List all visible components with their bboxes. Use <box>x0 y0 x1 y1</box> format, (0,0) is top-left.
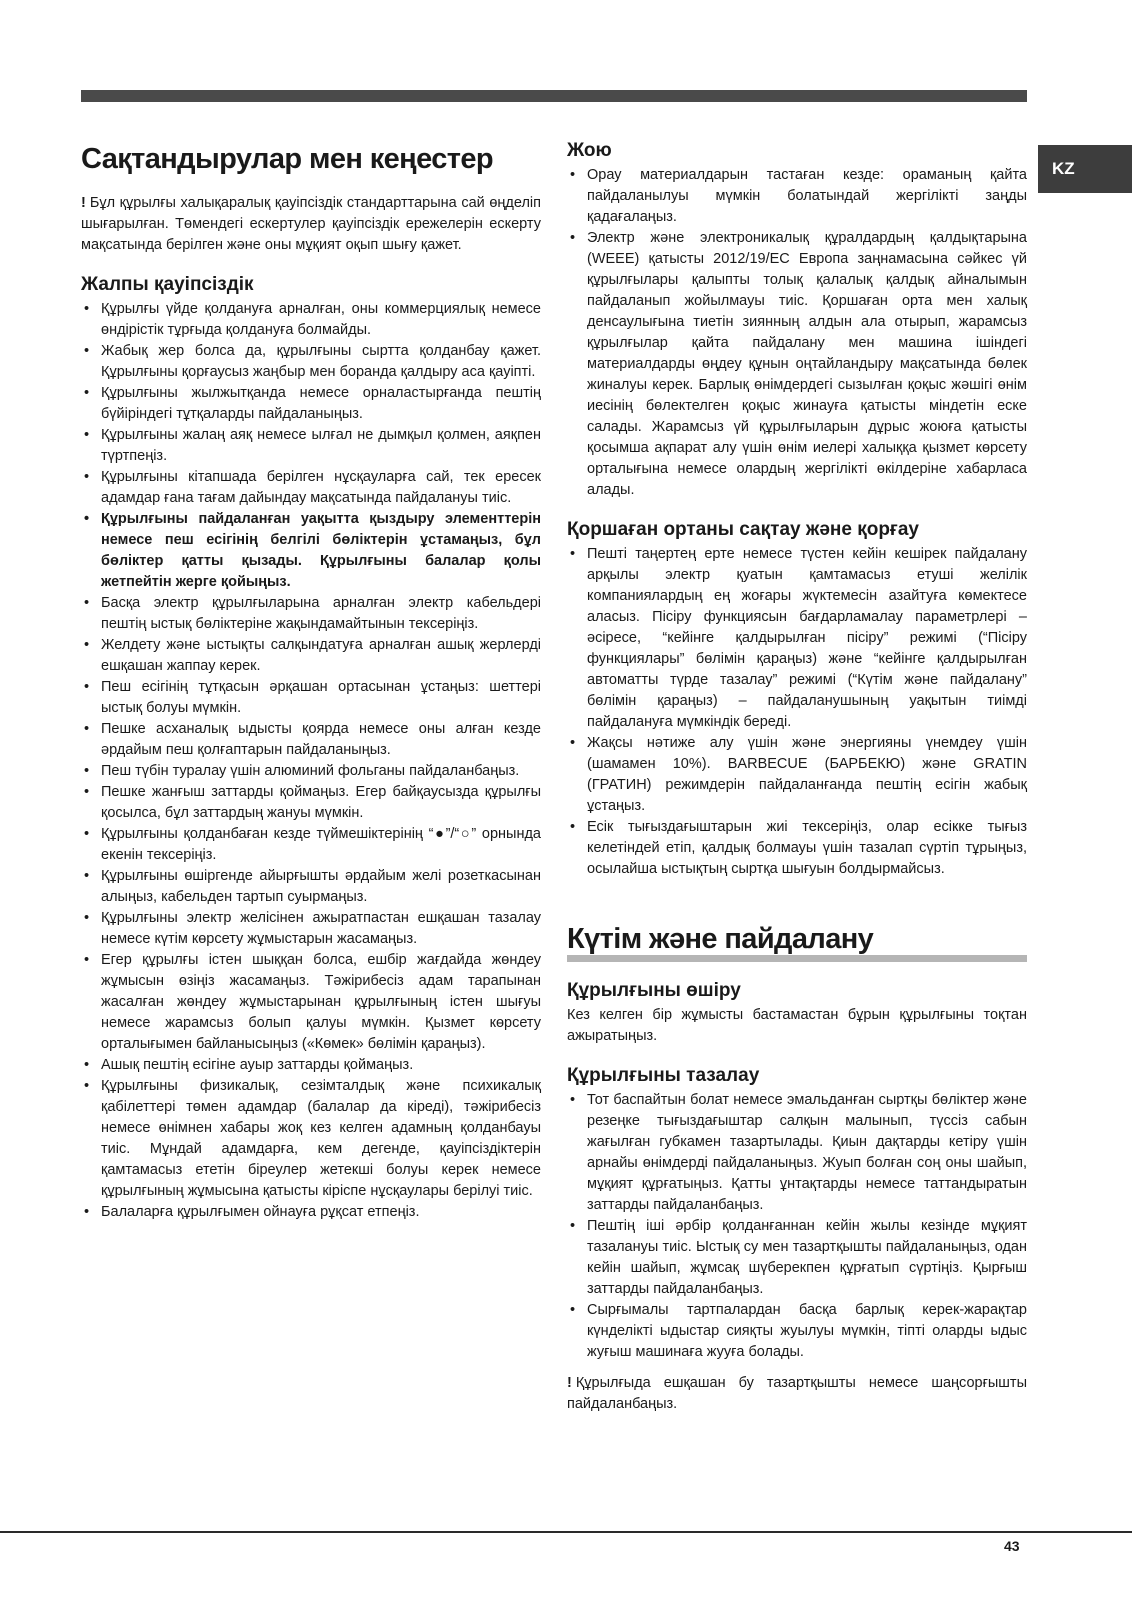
cleaning-warning-text: Құрылғыда ешқашан бу тазартқышты немесе шаңсорғышты пайдаланбаңыз. <box>567 1375 1027 1413</box>
page-number: 43 <box>1004 1538 1020 1554</box>
warning-icon: ! <box>81 194 86 211</box>
switch-off-text: Кез келген бір жұмысты бастамастан бұрын құрылғыны тоқтан ажыратыңыз. <box>567 1007 1027 1045</box>
list-item: • Құрылғыны кітапшада берілген нұсқауларға сай, тек ересек адамдар ғана тағам дайындау мақсатында пайдалануы тиіс. <box>81 467 541 509</box>
list-item: • Орау материалдарын тастаған кезде: ораманың қайта пайдаланылуы мүмкін болатындай жергілікті заңды қадағалаңыз. <box>567 165 1027 228</box>
list-item: • Егер құрылғы істен шыққан болса, ешбір жағдайда жөндеу жұмысын өзіңіз жасамаңыз. Тәжірибесіз адам тарапынан жасалған жөндеу жұмыстарынан құрылғының істен шығуы немесе жарамсыз болып қалуы мүмкін. Қызмет көрсету орталығымен байланысыңыз («Көмек» бөлімін қараңыз). <box>81 950 541 1055</box>
cleaning-heading: Құрылғыны тазалау <box>567 1065 760 1087</box>
list-item: • Құрылғыны жылжытқанда немесе орналастырғанда пештің бүйіріндегі тұтқаларды пайдаланыңыз. <box>81 383 541 425</box>
list-item: • Басқа электр құрылғыларына арналған электр кабельдері пештің ыстық бөліктеріне жақындамайтынын тексеріңіз. <box>81 593 541 635</box>
language-tab: KZ <box>1038 145 1132 193</box>
top-rule <box>81 90 1027 102</box>
general-safety-list <box>81 299 541 1223</box>
intro-text: Бұл құрылғы халықаралық қауіпсіздік стандарттарына сай өңделіп шығарылған. Төмендегі ескертулер қауіпсіздік ережелерін ескерту мақсатында берілген және оны мұқият оқып шығу қажет. <box>81 194 541 253</box>
list-item: • Құрылғы үйде қолдануға арналған, оны коммерциялық немесе өндірістік тұрғыда қолдануға болмайды. <box>81 299 541 341</box>
list-item: • Пешке жанғыш заттарды қоймаңыз. Егер байқаусызда құрылғы қосылса, бұл заттардың жануы мүмкін. <box>81 782 541 824</box>
warning-icon: ! <box>567 1375 572 1392</box>
list-item: • Балаларға құрылғымен ойнауға рұқсат етпеңіз. <box>81 1202 541 1223</box>
list-item: • Электр және электроникалық құралдардың қалдықтарына (WEEE) қатысты 2012/19/EC Европа заңнамасына сәйкес үй құрылғылары қалыпты толық қалалық қалдық айналымын пайдаланып жойылмауы тиіс. Қоршаған орта мен халық денсаулығына тиетін зиянның алдын ала отырып, жарамсыз құрылғылар қайта пайдалану мен машина ішіндегі материалдарды өңдеу құнын оңтайландыру мақсатында бөлек жиналуы керек. Барлық өнімдердегі сызылған қоқыс жәшігі өнім иесінің бөлектелген қоқыс жинауға қатысты міндетін еске салады. Жарамсыз үй құрылғыларын дұрыс жоюға қатысты қосымша ақпарат алу үшін өнім иелері халыққа қызмет көрсету орталығына немесе олардың жергілікті өкілдеріне хабарласа алады. <box>567 228 1027 501</box>
list-item: • Құрылғыны өшіргенде айырғышты әрдайым желі розеткасынан алыңыз, кабельден тартып суырмаңыз. <box>81 866 541 908</box>
cleaning-warning <box>567 1373 1027 1415</box>
list-item: • Пеш есігінің тұтқасын әрқашан ортасынан ұстаңыз: шеттері ыстық болуы мүмкін. <box>81 677 541 719</box>
spacer <box>567 1363 1027 1373</box>
left-column <box>81 130 541 1223</box>
list-item: • Тот баспайтын болат немесе эмальданған сыртқы бөліктер және резеңке тығыздағыштар салқын малынып, түссіз сабын жағылған губкамен тазартылады. Қиын дақтарды кетіру үшін арнайы өнімдерді пайдаланыңыз. Жуып болған соң оны шайып, мұқият құрғатыңыз. Қатты ұнтақтарды немесе таттандыратын заттарды пайдаланбаңыз. <box>567 1090 1027 1216</box>
environment-heading: Қоршаған ортаны сақтау және қорғау <box>567 518 919 540</box>
list-item: • Желдету және ыстықты салқындатуға арналған ашық жерлерді ешқашан жаппау керек. <box>81 635 541 677</box>
page-title: Сақтандырулар мен кеңестер <box>81 143 493 175</box>
list-item: • Пешті таңертең ерте немесе түстен кейін кешірек пайдалану арқылы электр қуатын қамтамасыз етуші желілік компаниялардың ең жоғары жүктемесін азайтуға көмектесе аласыз. Пісіру функциясын бағдарламалау параметрлері – әсіресе, “кейінге қалдырылған пісіру” режимі (“Пісіру функциялары” бөлімін қараңыз) және “кейінге қалдырылған автоматты түрде тазалау” режимі (“Күтім және пайдалану” бөлімін қараңыз) – пайдаланушының уақытын тиімді пайдалануға мүмкіндік береді. <box>567 544 1027 733</box>
list-item: • Пештің іші әрбір қолданғаннан кейін жылы кезінде мұқият тазалануы тиіс. Ыстық су мен тазартқышты пайдаланыңыз, одан кейін шайып, жұмсақ шүберекпен құрғатып сүртіңіз. Қырғыш заттарды пайдаланбаңыз. <box>567 1216 1027 1300</box>
cleaning-list <box>567 1090 1027 1363</box>
list-item: • Пеш түбін туралау үшін алюминий фольганы пайдаланбаңыз. <box>81 761 541 782</box>
list-item-bold: • Құрылғыны пайдаланған уақытта қыздыру элементтерін немесе пеш есігінің белгілі бөліктерін ұстамаңыз, бұл бөліктер қатты қызады. Құрылғыны балалар қолы жетпейтін жерге қойыңыз. <box>81 509 541 593</box>
list-item: • Құрылғыны электр желісінен ажыратпастан ешқашан тазалау немесе күтім көрсету жұмыстарын жасамаңыз. <box>81 908 541 950</box>
list-item: • Құрылғыны қолданбаған кезде түймешіктерінің “●”/“○” орнында екенін тексеріңіз. <box>81 824 541 866</box>
environment-list <box>567 544 1027 880</box>
intro-paragraph <box>81 193 541 256</box>
list-item: • Жақсы нәтиже алу үшін және энергияны үнемдеу үшін (шамамен 10%). BARBECUE (БАРБЕКЮ) және GRATIN (ГРАТИН) режимдерін пайдаланғанда пештің есігін жабық ұстаңыз. <box>567 733 1027 817</box>
list-item: • Ашық пештің есігіне ауыр заттарды қоймаңыз. <box>81 1055 541 1076</box>
bottom-rule <box>0 1531 1132 1533</box>
list-item: • Құрылғыны физикалық, сезімталдық және психикалық қабілеттері төмен адамдар (балалар да кіреді), тәжірибесіз немесе өнімнен хабары жоқ кез келген адамның қолданбауы тиіс. Мұндай адамдарға, кем дегенде, қауіпсіздіктерін қамтамасыз ететін біреулер жетекші болуы керек немесе құрылғының жұмысына қатысты кіріспе нұсқаулары берілуі тиіс. <box>81 1076 541 1202</box>
switch-off-heading: Құрылғыны өшіру <box>567 980 741 1002</box>
general-safety-heading: Жалпы қауіпсіздік <box>81 273 254 295</box>
disposal-list <box>567 165 1027 501</box>
list-item: • Жабық жер болса да, құрылғыны сыртта қолданбау қажет. Құрылғыны қорғаусыз жаңбыр мен боранда қалдыру аса қауіпті. <box>81 341 541 383</box>
list-item: • Құрылғыны жалаң аяқ немесе ылғал не дымқыл қолмен, аяқпен түртпеңіз. <box>81 425 541 467</box>
list-item: • Пешке асханалық ыдысты қоярда немесе оны алған кезде әрдайым пеш қолғаптарын пайдаланыңыз. <box>81 719 541 761</box>
disposal-heading: Жою <box>567 140 612 161</box>
list-item: • Сырғымалы тартпалардан басқа барлық керек-жарақтар күнделікті ыдыстар сияқты жуылуы мүмкін, тіпті оларды ыдыс жуғыш машинаға жууға болады. <box>567 1300 1027 1363</box>
care-section-title: Күтім және пайдалану <box>567 924 1027 963</box>
list-item: • Есік тығыздағыштарын жиі тексеріңіз, олар есікке тығыз келетіндей етіп, қалдық болмауы үшін тазалап сүртіп тұрыңыз, осылайша ыстықтың сыртқа шығуын болдырмайсыз. <box>567 817 1027 880</box>
right-column <box>567 130 1027 1415</box>
